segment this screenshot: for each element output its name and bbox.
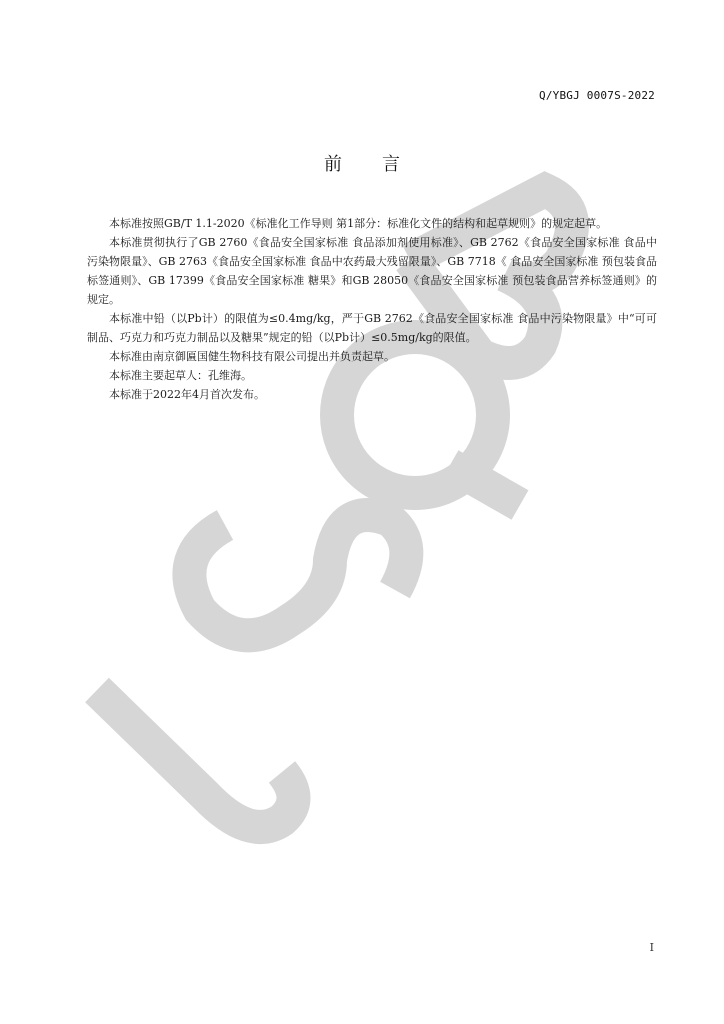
standard-code: Q/YBGJ 0007S-2022: [539, 89, 655, 102]
page-title: [0, 150, 724, 176]
paragraph-main-drafter: 本标准主要起草人：孔维海。: [109, 369, 252, 382]
paragraph-referenced-standards: 本标准贯彻执行了GB 2760《食品安全国家标准 食品添加剂使用标准》、GB 2762《食品安全国家标准 食品中污染物限量》、GB 2763《食品安全国家标准 食品中农药最大残留限量》、GB 7718《 食品安全国家标准 预包装食品标签通则》、GB 17399《食品安全国家标准 糖果》和GB 28050《食品安全国家标准 预包装食品营养标签通则》的规定。: [87, 236, 657, 306]
page-number: I: [649, 941, 654, 954]
watermark-letter-s: [189, 515, 406, 635]
title-char-1: 前: [324, 154, 342, 175]
paragraph-lead-limit: 本标准中铅（以Pb计）的限值为≤0.4mg/kg，严于GB 2762《食品安全国家标准 食品中污染物限量》中“可可制品、巧克力和巧克力制品以及糖果”规定的铅（以Pb计）≤0.5mg/kg的限值。: [87, 312, 657, 344]
paragraph-publication-date: 本标准于2022年4月首次发布。: [109, 388, 265, 401]
paragraph-drafting-basis: 本标准按照GB/T 1.1-2020《标准化工作导则 第1部分：标准化文件的结构和起草规则》的规定起草。: [109, 217, 608, 230]
watermark-letter-j: [97, 690, 294, 827]
foreword-body: [87, 214, 657, 404]
title-char-2: 言: [382, 154, 400, 175]
paragraph-drafting-organization: 本标准由南京御匾国健生物科技有限公司提出并负责起草。: [109, 350, 395, 363]
watermark-letter-q-tail: [450, 465, 520, 505]
